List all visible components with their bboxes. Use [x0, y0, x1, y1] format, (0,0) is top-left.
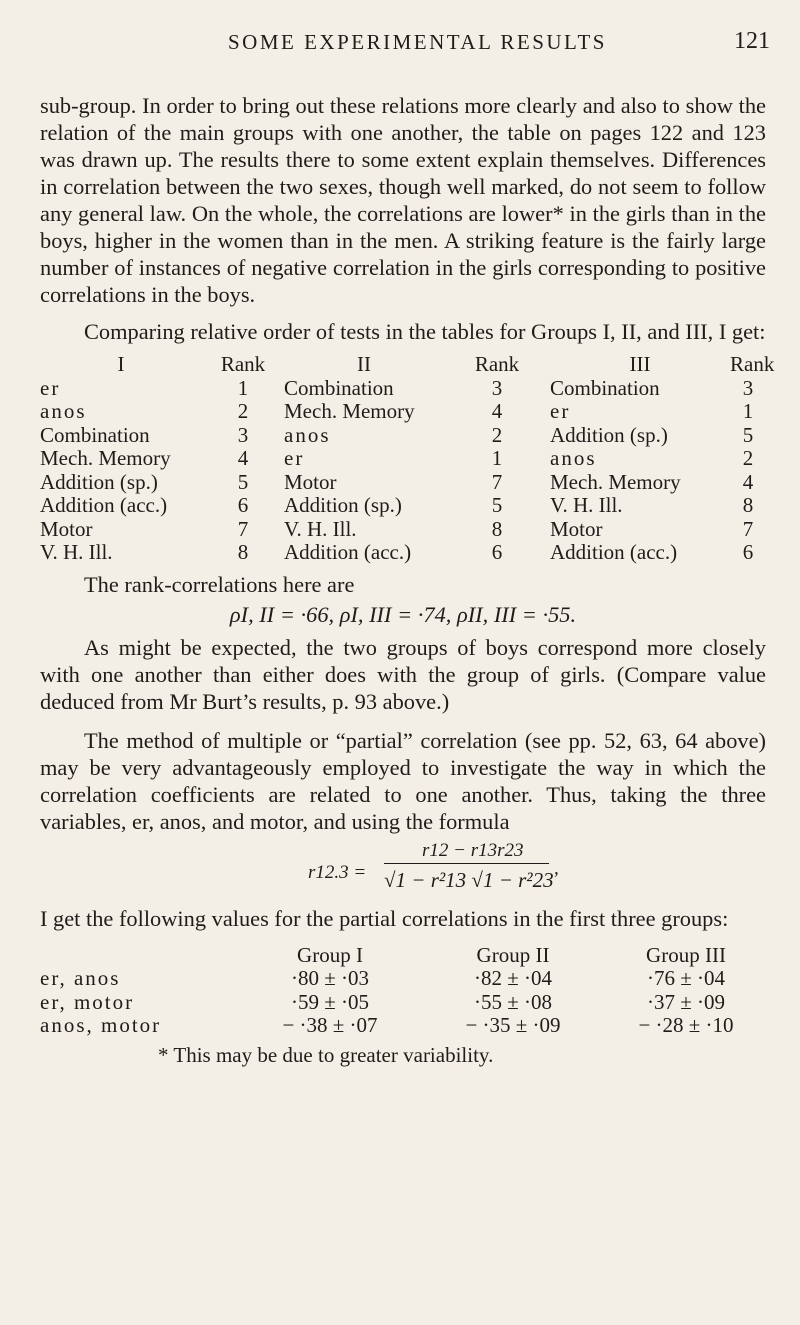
rank-cell: Addition (acc.) [40, 493, 168, 517]
rank-cell: V. H. Ill. [550, 493, 623, 517]
footnote: * This may be due to greater variability. [158, 1042, 494, 1067]
rank-cell: 1 [491, 446, 503, 470]
partial-cell: ·59 ± ·05 [290, 989, 369, 1014]
rank-correlation-values: ρI, II = ·66, ρI, III = ·74, ρII, III = ·55. [229, 601, 577, 627]
rank-cell: Addition (sp.) [550, 422, 668, 447]
page-header [0, 30, 800, 60]
rank-cell: er [284, 446, 305, 470]
rank-table-row [40, 541, 766, 565]
rank-table-row [40, 424, 766, 448]
partial-correlation-table [40, 944, 766, 1038]
partial-header-cell [40, 944, 240, 968]
partial-table-header [40, 944, 766, 968]
page-body [40, 92, 775, 1069]
rank-table [40, 352, 775, 565]
rank-cell: anos [40, 399, 87, 423]
formula-lhs: r12.3 = [308, 861, 367, 883]
partial-table-row [40, 1014, 766, 1038]
partial-cell: er, motor [40, 989, 135, 1014]
rank-cell: er [40, 375, 61, 400]
rank-cell: Mech. Memory [40, 446, 171, 470]
paragraph-3: As might be expected, the two groups of boys correspond more closely with one another than either does with the group of girls. (Compare value deduced from Mr Burt’s results, p. 93 above.) [40, 634, 766, 714]
rank-cell: 5 [237, 469, 249, 494]
paragraph-4: The method of multiple or “partial” correlation (see pp. 52, 63, 64 above) may be very advantageously employed to investigate the way in which the correlation coefficients are related to one another. Thus, taking the three variables, er, anos, and motor, and using the formula [40, 727, 766, 834]
page-number: 121 [734, 28, 770, 54]
rank-cell: Motor [284, 469, 337, 494]
partial-cell: − ·35 ± ·09 [465, 1013, 561, 1037]
rank-table-row [40, 471, 766, 495]
partial-header-cell: Group II [476, 942, 550, 967]
partial-cell: ·55 ± ·08 [473, 989, 552, 1014]
rank-table-row [40, 377, 766, 401]
rank-cell: 6 [237, 493, 249, 517]
rank-cell: 7 [742, 516, 754, 541]
rank-cell: 3 [742, 375, 754, 400]
rank-cell: 4 [742, 469, 754, 494]
rank-cell: 3 [491, 375, 503, 400]
rank-cell: 1 [237, 375, 249, 400]
running-head: SOME EXPERIMENTAL RESULTS [228, 30, 607, 54]
rank-cell: anos [284, 422, 331, 447]
rank-cell: Addition (sp.) [284, 493, 402, 517]
rank-cell: Combination [40, 422, 150, 447]
partial-cell: ·37 ± ·09 [646, 989, 725, 1014]
partial-cell: ·82 ± ·04 [473, 966, 552, 990]
rank-cell: 3 [237, 422, 249, 447]
rank-cell: anos [550, 446, 597, 470]
rank-cell: 6 [742, 540, 754, 564]
rank-table-row [40, 494, 766, 518]
rank-cell: 8 [237, 540, 249, 564]
partial-cell: ·80 ± ·03 [290, 966, 369, 990]
rank-header-rank-3: Rank [730, 352, 775, 376]
rank-cell: Motor [40, 516, 93, 541]
rank-header-rank-1: Rank [220, 352, 266, 376]
partial-header-cell: Group III [646, 942, 726, 967]
rank-header-group-2: II [357, 352, 371, 376]
paragraph-5: I get the following values for the partial correlations in the first three groups: [40, 905, 729, 931]
partial-cell: anos, motor [40, 1013, 162, 1037]
rank-cell: V. H. Ill. [284, 516, 357, 541]
rank-cell: Mech. Memory [284, 399, 415, 423]
rank-cell: 4 [237, 446, 249, 470]
rank-table-header [40, 352, 775, 377]
rank-cell: 7 [237, 516, 249, 541]
paragraph-2: Comparing relative order of tests in the tables for Groups I, II, and III, I get: [84, 319, 766, 344]
rank-cell: 8 [742, 493, 754, 517]
rank-correlation-intro: The rank-correlations here are [84, 571, 355, 597]
partial-header-cell: Group I [297, 942, 363, 967]
partial-cell: ·76 ± ·04 [646, 966, 725, 990]
rank-table-row [40, 400, 766, 424]
rank-cell: V. H. Ill. [40, 540, 113, 564]
formula-fraction-bar [384, 863, 549, 864]
rank-cell: Addition (acc.) [284, 540, 412, 564]
rank-cell: 8 [491, 516, 503, 541]
rank-cell: Addition (sp.) [40, 469, 158, 494]
rank-header-rank-2: Rank [474, 352, 520, 376]
rank-cell: er [550, 399, 571, 423]
rank-cell: 2 [237, 399, 249, 423]
rank-cell: 6 [491, 540, 503, 564]
rank-cell: Mech. Memory [550, 469, 681, 494]
paragraph-1: sub-group. In order to bring out these relations more clearly and also to show the relation of the main groups with one another, the table on pages 122 and 123 was drawn up. The results there to some extent explain themselves. Differences in correlation between the two sexes, though well marked, do not seem to follow any general law. On the whole, the correlations are lower* in the girls than in the boys, higher in the women than in the men. A striking feature is the fairly large number of instances of negative correlation in the girls corresponding to positive correlations in the boys. [40, 93, 766, 307]
rank-cell: 5 [742, 422, 754, 447]
formula-trailing: , [554, 857, 559, 879]
rank-table-row [40, 447, 766, 471]
partial-cell: − ·38 ± ·07 [282, 1013, 378, 1037]
partial-correlation-formula [40, 837, 766, 905]
rank-cell: 4 [491, 399, 503, 423]
rank-header-group-3: III [629, 352, 651, 376]
rank-cell: 2 [491, 422, 503, 447]
rank-cell: 7 [491, 469, 503, 494]
rank-cell: Motor [550, 516, 603, 541]
rank-header-group-1: I [117, 352, 125, 376]
formula-numerator: r12 − r13r23 [422, 839, 524, 861]
rank-cell: Addition (acc.) [550, 540, 678, 564]
formula-denominator: √1 − r²13 √1 − r²23 [384, 867, 554, 892]
rank-cell: Combination [550, 375, 660, 400]
rank-cell: 1 [742, 399, 754, 423]
rank-cell: 2 [742, 446, 754, 470]
rank-cell: Combination [284, 375, 394, 400]
rank-table-row [40, 518, 766, 542]
partial-table-row [40, 967, 766, 991]
rank-cell: 5 [491, 493, 503, 517]
partial-cell: er, anos [40, 966, 121, 990]
partial-table-row [40, 991, 766, 1015]
partial-cell: − ·28 ± ·10 [638, 1013, 734, 1037]
